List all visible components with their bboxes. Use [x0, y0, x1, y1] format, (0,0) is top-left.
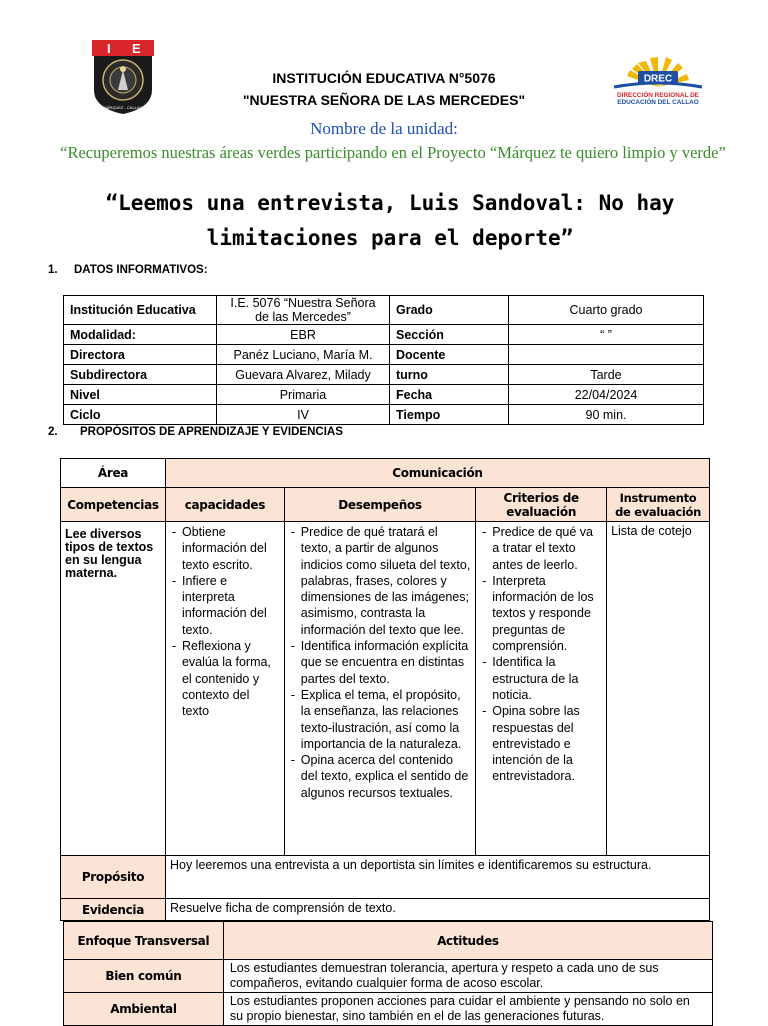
desempeno-item: - Opina acerca del contenido del texto, explica el sentido de algunos recursos textuales.: [289, 752, 471, 801]
session-title: “Leemos una entrevista, Luis Sandoval: No hay limitaciones para el deporte”: [105, 191, 675, 250]
col-capacidades: capacidades: [165, 488, 284, 522]
svg-text:E: E: [132, 41, 141, 56]
col-enfoque: Enfoque Transversal: [64, 922, 224, 960]
section-heading-propositos: 2. PROPÓSITOS DE APRENDIZAJE Y EVIDENCIAS: [48, 426, 343, 438]
criterio-item: - Predice de qué va a tratar el texto antes de leerlo.: [480, 524, 602, 573]
info-cell-k2: Tiempo: [390, 405, 509, 425]
info-cell-k2: Grado: [390, 296, 509, 325]
criterio-item: - Identifica la estructura de la noticia.: [480, 654, 602, 703]
info-row: [64, 385, 704, 405]
info-cell-v2: Tarde: [509, 365, 704, 385]
col-actitudes: Actitudes: [223, 922, 712, 960]
criterios-cell: [476, 522, 607, 856]
info-cell-v2: “ ”: [509, 325, 704, 345]
svg-text:EDUCACIÓN DEL CALLAO: EDUCACIÓN DEL CALLAO: [617, 99, 699, 106]
criterio-item: - Interpreta información de los textos y responde preguntas de comprensión.: [480, 573, 602, 654]
enfoque-label: Bien común: [64, 960, 224, 993]
enfoque-label: Ambiental: [64, 993, 224, 1026]
info-cell-v2: Cuarto grado: [509, 296, 704, 325]
capacidades-cell: [165, 522, 284, 856]
desempenos-cell: [284, 522, 475, 856]
col-competencias: Competencias: [61, 488, 166, 522]
svg-text:MÁRQUEZ - CALLAO: MÁRQUEZ - CALLAO: [103, 105, 143, 110]
svg-text:I: I: [107, 41, 111, 56]
info-row: [64, 365, 704, 385]
svg-text:DREC: DREC: [643, 73, 673, 85]
info-cell-v2: [509, 345, 704, 365]
info-row: [64, 325, 704, 345]
proposito-label: Propósito: [61, 856, 166, 899]
info-cell-k1: Modalidad:: [64, 325, 217, 345]
enfoque-text: Los estudiantes demuestran tolerancia, apertura y respeto a cada uno de sus compañeros, evitando cualquier forma de acoso escolar.: [223, 960, 712, 993]
enfoque-row: [64, 993, 713, 1026]
info-cell-k1: Directora: [64, 345, 217, 365]
info-cell-k2: Docente: [390, 345, 509, 365]
info-cell-v1: Guevara Alvarez, Milady: [217, 365, 390, 385]
proposito-value: Hoy leeremos una entrevista a un deportista sin límites e identificaremos su estructura.: [165, 856, 709, 899]
info-cell-k2: turno: [390, 365, 509, 385]
svg-text:DIRECCIÓN REGIONAL DE: DIRECCIÓN REGIONAL DE: [617, 92, 699, 99]
section-heading-datos: 1. DATOS INFORMATIVOS:: [48, 264, 208, 276]
desempeno-item: - Predice de qué tratará el texto, a partir de algunos indicios como silueta del texto, palabras, frases, colores y dimensiones de las imágenes; asimismo, contrasta la información del texto que lee.: [289, 524, 471, 638]
area-value: Comunicación: [165, 459, 709, 488]
desempeno-item: - Identifica información explícita que se encuentra en distintas partes del texto.: [289, 638, 471, 687]
institution-name: INSTITUCIÓN EDUCATIVA N°5076: [272, 70, 496, 86]
col-instrumento: Instrumento de evaluación: [607, 488, 710, 522]
info-cell-k2: Fecha: [390, 385, 509, 405]
col-criterios: Criterios de evaluación: [476, 488, 607, 522]
capacidad-item: - Reflexiona y evalúa la forma, el contenido y contexto del texto: [170, 638, 280, 719]
instrumento-cell: Lista de cotejo: [607, 522, 710, 856]
criterio-item: - Opina sobre las respuestas del entrevistado e intención de la entrevistadora.: [480, 703, 602, 784]
capacidad-item: - Infiere e interpreta información del texto.: [170, 573, 280, 638]
info-cell-k2: Sección: [390, 325, 509, 345]
enfoque-row: [64, 960, 713, 993]
info-row: [64, 405, 704, 425]
info-row: [64, 296, 704, 325]
enfoque-text: Los estudiantes proponen acciones para cuidar el ambiente y pensando no solo en su propio bienestar, sino también en el de las generaciones futuras.: [223, 993, 712, 1026]
info-cell-v2: 90 min.: [509, 405, 704, 425]
desempeno-item: - Explica el tema, el propósito, la enseñanza, las relaciones texto-ilustración, así como la importancia de la naturaleza.: [289, 687, 471, 752]
info-cell-v1: Primaria: [217, 385, 390, 405]
evidencia-label: Evidencia: [61, 899, 166, 921]
competencia-cell: Lee diversos tipos de textos en su lengua materna.: [61, 522, 166, 856]
capacidad-item: - Obtiene información del texto escrito.: [170, 524, 280, 573]
info-table: [63, 295, 704, 425]
info-cell-k1: Institución Educativa: [64, 296, 217, 325]
enfoque-table: [63, 921, 713, 1026]
info-cell-v1: EBR: [217, 325, 390, 345]
info-cell-v1: I.E. 5076 “Nuestra Señora de las Mercedes”: [217, 296, 390, 325]
info-cell-k1: Subdirectora: [64, 365, 217, 385]
unit-name: “Recuperemos nuestras áreas verdes participando en el Proyecto “Márquez te quiero limpio y verde”: [60, 143, 726, 162]
col-desempenos: Desempeños: [284, 488, 475, 522]
info-cell-v2: 22/04/2024: [509, 385, 704, 405]
info-cell-k1: Ciclo: [64, 405, 217, 425]
info-cell-v1: IV: [217, 405, 390, 425]
info-cell-v1: Panéz Luciano, María M.: [217, 345, 390, 365]
unit-label: Nombre de la unidad:: [310, 119, 458, 138]
info-cell-k1: Nivel: [64, 385, 217, 405]
purpose-table: [60, 458, 710, 921]
institution-subname: "NUESTRA SEÑORA DE LAS MERCEDES": [242, 92, 526, 108]
evidencia-value: Resuelve ficha de comprensión de texto.: [165, 899, 709, 921]
area-label: Área: [61, 459, 166, 488]
info-row: [64, 345, 704, 365]
